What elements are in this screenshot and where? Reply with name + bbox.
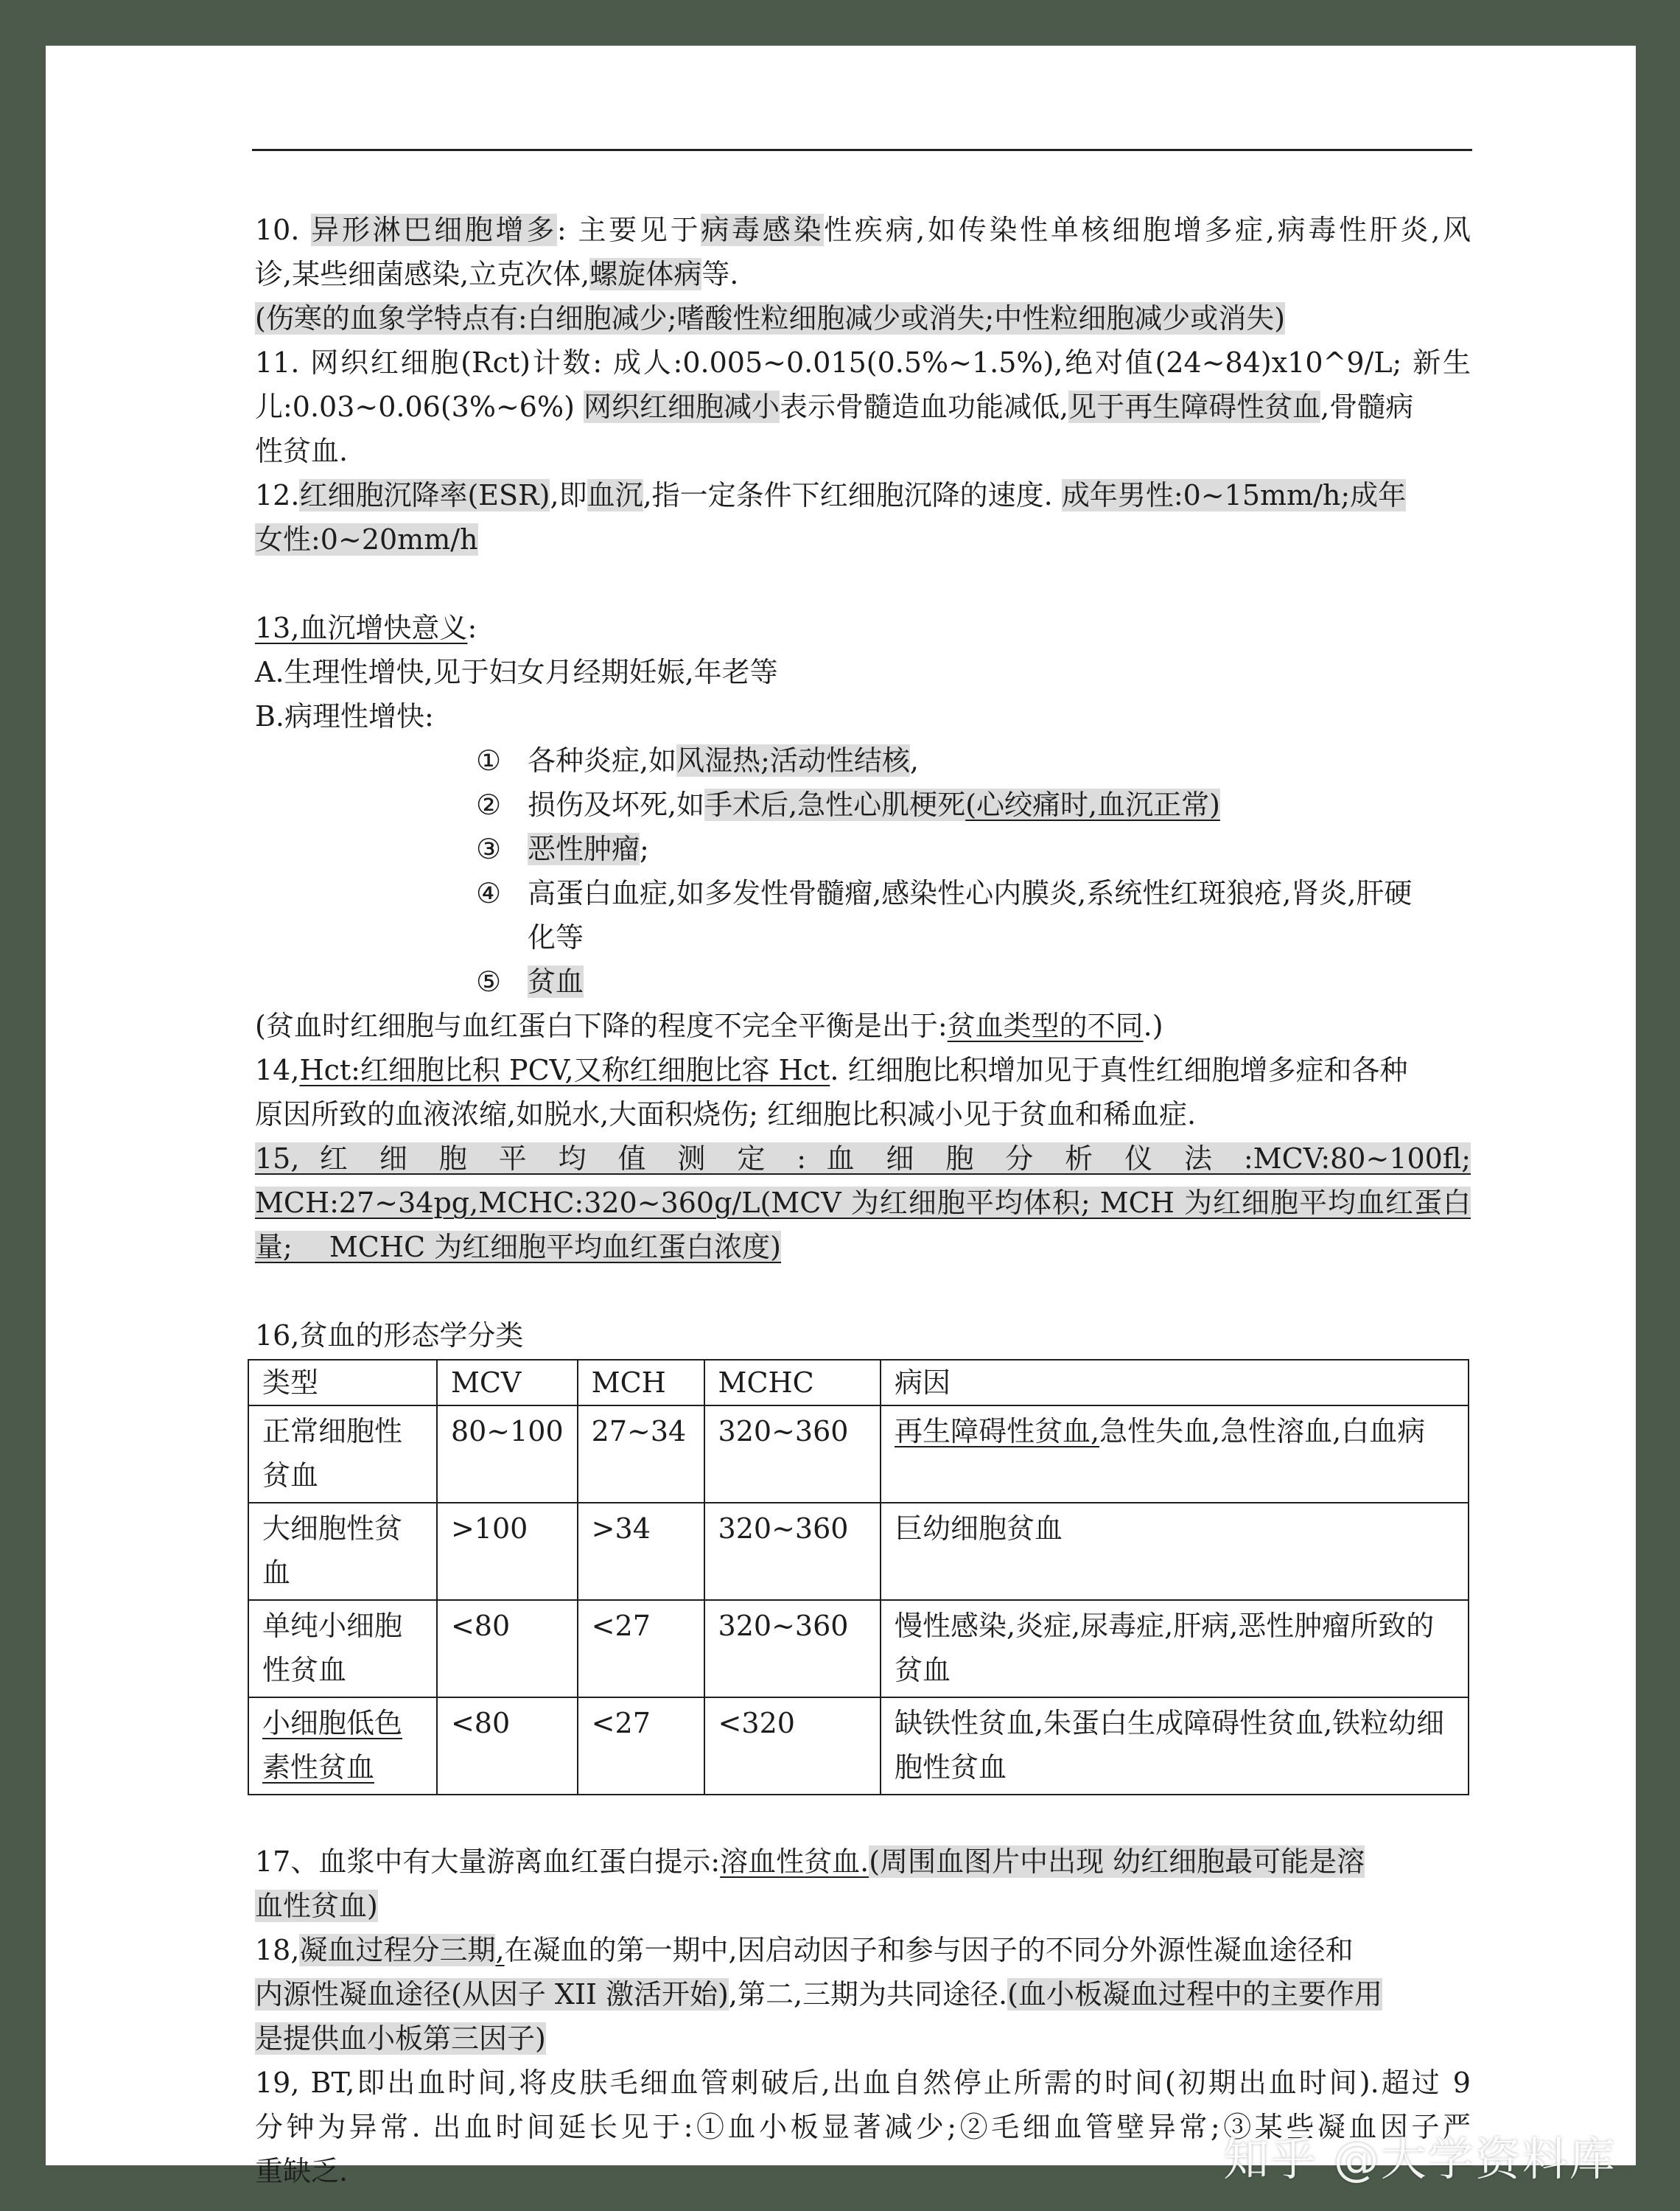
cell-type: 大细胞性贫血 [248, 1503, 437, 1600]
section-14-line-1: 14,Hct:红细胞比积 PCV,又称红细胞比容 Hct. 红细胞比积增加见于真性红细胞增多症和各种 [255, 1054, 1408, 1086]
section-11-line-1: 11. 网织红细胞(Rct)计数: 成人:0.005~0.015(0.5%~1.5%),绝对值(24~84)x10^9/L; 新生 [255, 346, 1471, 379]
section-15-line-2: MCH:27~34pg,MCHC:320~360g/L(MCV 为红细胞平均体积; MCH 为红细胞平均血红蛋白 [255, 1187, 1471, 1219]
section-13-item-2: ② 损伤及坏死,如手术后,急性心肌梗死(心绞痛时,血沉正常) [476, 789, 1220, 821]
header-mch: MCH [578, 1360, 704, 1405]
zhihu-watermark: 知乎 @大学资料库 [1223, 2132, 1617, 2186]
cell-mcv: >100 [437, 1503, 578, 1600]
document-page [46, 46, 1636, 2187]
section-13-b: B.病理性增快: [255, 700, 434, 733]
cell-mcv: 80~100 [437, 1405, 578, 1503]
cell-mchc: 320~360 [704, 1503, 881, 1600]
section-17-line-1: 17、血浆中有大量游离血红蛋白提示:溶血性贫血.(周围血图片中出现 幼红细胞最可能是溶 [255, 1845, 1365, 1878]
cell-mchc: 320~360 [704, 1405, 881, 1503]
cell-type: 单纯小细胞性贫血 [248, 1600, 437, 1697]
cell-cause: 缺铁性贫血,朱蛋白生成障碍性贫血,铁粒幼细胞性贫血 [881, 1697, 1469, 1795]
cell-type: 正常细胞性贫血 [248, 1405, 437, 1503]
header-rule [252, 149, 1472, 151]
section-13-item-4-cont: 化等 [528, 921, 584, 954]
cell-cause: 再生障碍性贫血,急性失血,急性溶血,白血病 [881, 1405, 1469, 1503]
section-12-line-1: 12.红细胞沉降率(ESR),即血沉,指一定条件下红细胞沉降的速度. 成年男性:0~15mm/h;成年 [255, 479, 1407, 511]
table-header-row [248, 1360, 1469, 1405]
cell-mch: 27~34 [578, 1405, 704, 1503]
section-13-item-1: ① 各种炎症,如风湿热;活动性结核, [476, 744, 919, 777]
section-11-line-2: 儿:0.03~0.06(3%~6%) 网织红细胞减小表示骨髓造血功能减低,见于再生障碍性贫血,骨髓病 [255, 391, 1414, 423]
anemia-classification-table [248, 1359, 1469, 1795]
cell-mch: <27 [578, 1600, 704, 1697]
section-10-line-3: (伤寒的血象学特点有:白细胞减少;嗜酸性粒细胞减少或消失;中性粒细胞减少或消失) [255, 302, 1286, 335]
table-row [248, 1503, 1469, 1600]
document-body [255, 208, 1471, 2193]
cell-cause: 慢性感染,炎症,尿毒症,肝病,恶性肿瘤所致的贫血 [881, 1600, 1469, 1697]
cell-mch: >34 [578, 1503, 704, 1600]
section-13-item-5: ⑤ 贫血 [476, 965, 584, 998]
cell-mcv: <80 [437, 1600, 578, 1697]
section-18-line-2: 内源性凝血途径(从因子 XII 激活开始),第二,三期为共同途径.(血小板凝血过程中的主要作用 [255, 1978, 1382, 2011]
header-type: 类型 [248, 1360, 437, 1405]
table-row [248, 1697, 1469, 1795]
cell-mchc: <320 [704, 1697, 881, 1795]
section-13-title: 13,血沉增快意义: [255, 612, 477, 644]
section-11-line-3: 性贫血. [255, 435, 349, 467]
section-13-item-4: ④ 高蛋白血症,如多发性骨髓瘤,感染性心内膜炎,系统性红斑狼疮,肾炎,肝硬 [476, 877, 1413, 909]
section-10-line-1: 10. 异形淋巴细胞增多: 主要见于病毒感染性疾病,如传染性单核细胞增多症,病毒性肝炎,风 [255, 214, 1471, 246]
cell-mchc: 320~360 [704, 1600, 881, 1697]
section-16-title: 16,贫血的形态学分类 [255, 1319, 524, 1352]
section-14-line-2: 原因所致的血液浓缩,如脱水,大面积烧伤; 红细胞比积减小见于贫血和稀血症. [255, 1098, 1197, 1131]
section-13-a: A.生理性增快,见于妇女月经期妊娠,年老等 [255, 656, 778, 688]
table-row [248, 1600, 1469, 1697]
cell-mcv: <80 [437, 1697, 578, 1795]
cell-mch: <27 [578, 1697, 704, 1795]
header-mchc: MCHC [704, 1360, 881, 1405]
table-row [248, 1405, 1469, 1503]
section-19-line-2: 分钟为异常. 出血时间延长见于:①血小板显著减少;②毛细血管壁异常;③某些凝血因子严 [255, 2111, 1471, 2143]
section-18-line-1: 18,凝血过程分三期,在凝血的第一期中,因启动因子和参与因子的不同分外源性凝血途径和 [255, 1934, 1354, 1966]
section-17-line-2: 血性贫血) [255, 1890, 378, 1922]
section-18-line-3: 是提供血小板第三因子) [255, 2022, 546, 2055]
section-13-note: (贫血时红细胞与血红蛋白下降的程度不完全平衡是出于:贫血类型的不同.) [255, 1010, 1163, 1042]
header-mcv: MCV [437, 1360, 578, 1405]
cell-cause: 巨幼细胞贫血 [881, 1503, 1469, 1600]
section-15-line-1: 15, 红 细 胞 平 均 值 测 定 : 血 细 胞 分 析 仪 法 :MCV:80~100fl; [255, 1142, 1471, 1175]
section-10-line-2: 诊,某些细菌感染,立克次体,螺旋体病等. [255, 258, 739, 290]
header-cause: 病因 [881, 1360, 1469, 1405]
section-13-item-3: ③ 恶性肿瘤; [476, 833, 649, 865]
section-19-line-3: 重缺乏. [255, 2155, 349, 2187]
cell-type: 小细胞低色素性贫血 [248, 1697, 437, 1795]
section-12-line-2: 女性:0~20mm/h [255, 523, 478, 556]
section-19-line-1: 19, BT,即出血时间,将皮肤毛细血管刺破后,出血自然停止所需的时间(初期出血时间).超过 9 [255, 2067, 1471, 2099]
section-15-line-3: 量; MCHC 为红细胞平均血红蛋白浓度) [255, 1231, 781, 1263]
